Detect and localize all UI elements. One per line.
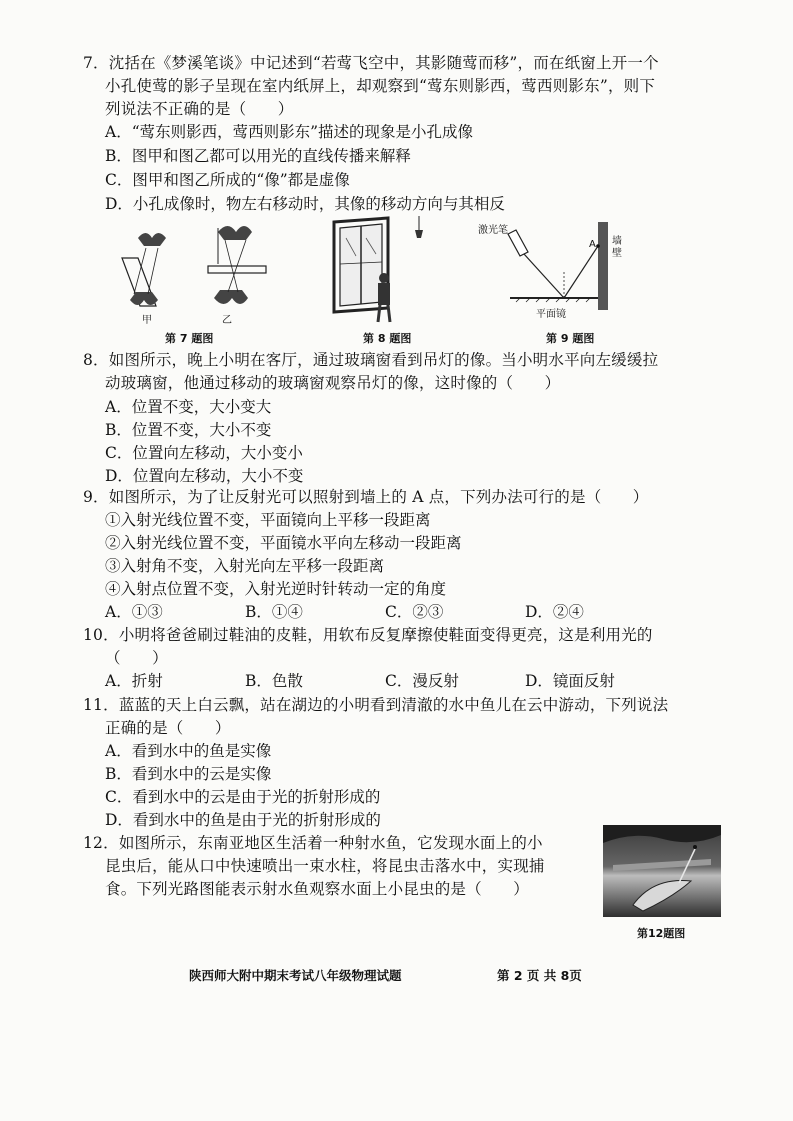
question-12 bbox=[83, 832, 603, 901]
q7-line-1: 7．沈括在《梦溪笔谈》中记述到“若莺飞空中，其影随莺而移”，而在纸窗上开一个 bbox=[83, 54, 659, 72]
q11-line-2: 正确的是（ ） bbox=[105, 719, 231, 737]
q9-line-1: 9．如图所示，为了让反射光可以照射到墙上的 A 点，下列办法可行的是（ ） bbox=[83, 488, 649, 506]
q12-line-3: 食。下列光路图能表示射水鱼观察水面上小昆虫的是（ ） bbox=[105, 880, 529, 898]
q8-option-a: A．位置不变，大小变大 bbox=[105, 398, 272, 416]
q7-option-a: A．“莺东则影西，莺西则影东”描述的现象是小孔成像 bbox=[105, 123, 474, 141]
question-7 bbox=[83, 52, 723, 121]
q10-options bbox=[105, 670, 665, 693]
q11-option-b: B．看到水中的云是实像 bbox=[105, 765, 272, 783]
fig9-wall-label: 墙壁 bbox=[612, 236, 622, 259]
q9-statement-4: ④入射点位置不变，入射光逆时针转动一定的角度 bbox=[105, 580, 447, 598]
fig9-laser-label: 激光笔 bbox=[478, 225, 508, 236]
q8-line-1: 8．如图所示，晚上小明在客厅，通过玻璃窗看到吊灯的像。当小明水平向左缓缓拉 bbox=[83, 351, 659, 369]
q7-option-b: B．图甲和图乙都可以用光的直线传播来解释 bbox=[105, 147, 411, 165]
fig9-caption: 第 9 题图 bbox=[546, 332, 595, 345]
q10-option-d: D．镜面反射 bbox=[525, 672, 615, 690]
q11-option-a: A．看到水中的鱼是实像 bbox=[105, 742, 272, 760]
fig8-caption: 第 8 题图 bbox=[363, 332, 412, 345]
footer-exam-title: 陕西师大附中期末考试八年级物理试题 bbox=[189, 968, 402, 983]
q9-option-c: C．②③ bbox=[385, 603, 444, 621]
figure-7-pinhole bbox=[110, 218, 285, 323]
question-10 bbox=[83, 624, 723, 670]
q10-line-1: 10．小明将爸爸刷过鞋油的皮鞋，用软布反复摩擦使鞋面变得更亮，这是利用光的 bbox=[83, 626, 653, 644]
q7-option-d: D．小孔成像时，物左右移动时，其像的移动方向与其相反 bbox=[105, 195, 505, 213]
q9-statement-3: ③入射角不变，入射光向左平移一段距离 bbox=[105, 557, 385, 575]
q9-option-a: A．①③ bbox=[105, 603, 163, 621]
question-9 bbox=[83, 486, 723, 509]
q8-option-d: D．位置向左移动，大小不变 bbox=[105, 467, 304, 485]
fig7-caption: 第 7 题图 bbox=[165, 332, 214, 345]
q10-line-2: （ ） bbox=[105, 649, 168, 667]
q9-option-d: D．②④ bbox=[525, 603, 584, 621]
q10-option-c: C．漫反射 bbox=[385, 672, 459, 690]
q9-statement-1: ①入射光线位置不变，平面镜向上平移一段距离 bbox=[105, 511, 431, 529]
q7-option-c: C．图甲和图乙所成的“像”都是虚像 bbox=[105, 171, 350, 189]
q8-option-b: B．位置不变，大小不变 bbox=[105, 421, 272, 439]
fig7-label-jia: 甲 bbox=[142, 315, 152, 326]
q11-option-d: D．看到水中的鱼是由于光的折射形成的 bbox=[105, 811, 381, 829]
fig7-label-yi: 乙 bbox=[222, 315, 232, 326]
fig12-caption: 第12题图 bbox=[637, 927, 686, 940]
figure-8-window bbox=[330, 216, 430, 326]
q12-line-1: 12．如图所示，东南亚地区生活着一种射水鱼，它发现水面上的小 bbox=[83, 834, 543, 852]
q8-line-2: 动玻璃窗，他通过移动的玻璃窗观察吊灯的像，这时像的（ ） bbox=[105, 374, 561, 392]
q7-line-2: 小孔使莺的影子呈现在室内纸屏上，却观察到“莺东则影西，莺西则影东”，则下 bbox=[105, 77, 656, 95]
fig9-mirror-label: 平面镜 bbox=[536, 309, 566, 320]
figure-12-archerfish-photo bbox=[603, 825, 721, 917]
q9-options bbox=[105, 601, 665, 624]
q11-line-1: 11．蓝蓝的天上白云飘，站在湖边的小明看到清澈的水中鱼儿在云中游动，下列说法 bbox=[83, 696, 669, 714]
footer-page-number: 第 2 页 共 8页 bbox=[497, 968, 582, 983]
q9-statement-2: ②入射光线位置不变，平面镜水平向左移动一段距离 bbox=[105, 534, 462, 552]
q10-option-a: A．折射 bbox=[105, 672, 163, 690]
q10-option-b: B．色散 bbox=[245, 672, 303, 690]
fig9-point-a: A bbox=[589, 239, 596, 250]
q7-line-3: 列说法不正确的是（ ） bbox=[105, 100, 294, 118]
q9-option-b: B．①④ bbox=[245, 603, 303, 621]
question-11 bbox=[83, 694, 723, 740]
q8-option-c: C．位置向左移动，大小变小 bbox=[105, 444, 303, 462]
question-8 bbox=[83, 349, 723, 395]
q11-option-c: C．看到水中的云是由于光的折射形成的 bbox=[105, 788, 381, 806]
q12-line-2: 昆虫后，能从口中快速喷出一束水柱，将昆虫击落水中，实现捕 bbox=[105, 857, 545, 875]
